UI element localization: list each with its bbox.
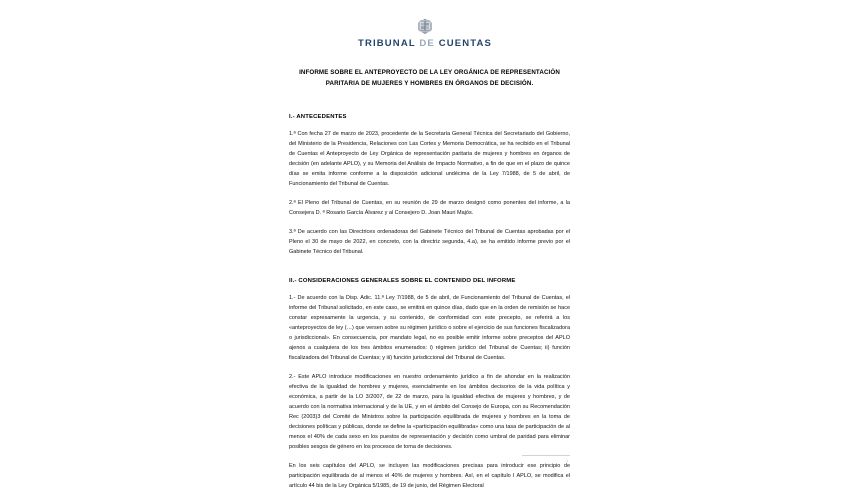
footer-divider: [522, 455, 570, 456]
logo-text: [0, 38, 850, 49]
logo-word-tribunal: TRIBUNAL: [358, 38, 416, 49]
paragraph: 1.- De acuerdo con la Disp. Adic. 11.ª Ley 7/1988, de 5 de abril, de Funcionamiento del Tribunal de Cuentas, el informe del Tribunal solicitado, en este caso, se emitirá en quince días, dado que en la orden de remisión se hace constar expresamente la urgencia, y su contenido, de conformidad con este precepto, se referirá a los «anteproyectos de ley (…) que versen sobre su régimen jurídico o sobre el ejercicio de sus funciones fiscalizadora o jurisdiccional». En consecuencia, por mandato legal, no es posible emitir informe sobre preceptos del APLO ajenos a cualquiera de los tres ámbitos enumerados: i) régimen jurídico del Tribunal de Cuentas; ii) función fiscalizadora del Tribunal de Cuentas; y iii) función jurisdiccional del Tribunal de Cuentas.: [289, 294, 570, 361]
spanish-coat-of-arms-icon: [414, 18, 436, 36]
paragraph: 2.ª El Pleno del Tribunal de Cuentas, en su reunión de 29 de marzo designó como ponentes del informe, a la Consejera D. ª Rosario García Álvarez y al Consejero D. Joan Mauri Majós.: [289, 199, 570, 216]
document-body: [289, 68, 570, 491]
paragraph: 1.ª Con fecha 27 de marzo de 2023, procedente de la Secretaría General Técnica del Secretariado del Gobierno, del Ministerio de la Presidencia, Relaciones con Las Cortes y Memoria Democrática, se ha recibido en el Tribunal de Cuentas el Anteproyecto de Ley Orgánica de representación paritaria de mujeres y hombres en órganos de decisión (en adelante APLO), y su Memoria del Análisis de Impacto Normativo, a fin de que en el plazo de quince días se emita informe conforme a la disposición adicional undécima de la Ley 7/1988, de 5 de abril, de Funcionamiento del Tribunal de Cuentas.: [289, 130, 570, 187]
page-title: INFORME SOBRE EL ANTEPROYECTO DE LA LEY ORGÁNICA DE REPRESENTACIÓN PARITARIA DE MUJERES Y HOMBRES EN ÓRGANOS DE DECISIÓN.: [299, 69, 560, 87]
paragraph: 3.ª De acuerdo con las Directrices ordenadoras del Gabinete Técnico del Tribunal de Cuentas aprobadas por el Pleno el 30 de mayo de 2022, en concreto, con la directriz segunda, 4.a), se ha emitido informe previo por el Gabinete Técnico del Tribunal.: [289, 228, 570, 255]
masthead: [0, 18, 850, 49]
page-number: 1: [565, 458, 569, 463]
paragraph: 2.- Este APLO introduce modificaciones en nuestro ordenamiento jurídico a fin de ahondar en la realización efectiva de la igualdad de hombres y mujeres, esencialmente en los ámbitos decisorios de la vida política y económica, a partir de la LO 3/2007, de 22 de marzo, para la igualdad efectiva de mujeres y hombres, y de acuerdo con la normativa internacional y de la UE, y en el ámbito del Consejo de Europa, con su Recomendación Rec (2003)3 del Comité de Ministros sobre la participación equilibrada de mujeres y hombres en la toma de decisiones políticas y públicas, donde se define la «participación equilibrada» como una tasa de participación de al menos el 40% de cada sexo en los puestos de representación y decisión como umbral de paridad para eliminar posibles sesgos de género en los procesos de toma de decisiones.: [289, 373, 570, 450]
logo-word-cuentas: CUENTAS: [438, 38, 492, 49]
section-heading-antecedentes: I.- ANTECEDENTES: [289, 113, 347, 120]
section-heading-consideraciones: II.- CONSIDERACIONES GENERALES SOBRE EL CONTENIDO DEL INFORME: [289, 277, 516, 284]
logo-word-de: DE: [419, 38, 435, 49]
paragraph: En los seis capítulos del APLO, se incluyen las modificaciones precisas para introducir ese principio de participación equilibrada de al menos el 40% de mujeres y hombres. Así, en el capítulo I APLO, se modifica el artículo 44 bis de la Ley Orgánica 5/1985, de 19 de junio, del Régimen Electoral: [289, 462, 570, 489]
